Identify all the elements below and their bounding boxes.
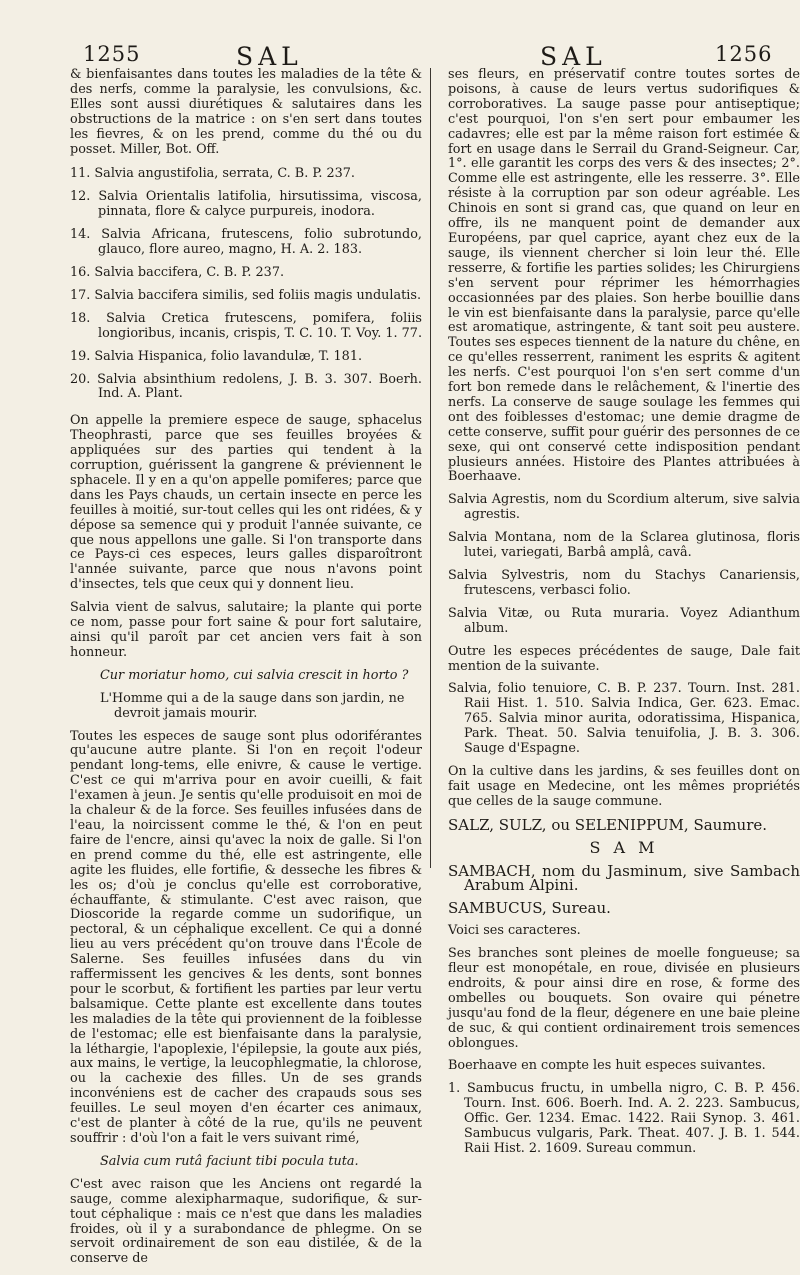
right-paragraph-5: Ses branches sont pleines de moelle fongueuse; sa fleur est monopétale, en roue, divisée en plusieurs endroits, & pour ainsi dire en rose, & forme des ombelles ou bouquets. Son ovaire qui pénetre jusqu'au fond de la fleur, dégenere en une baie pleine de suc, & qui contient ordinairement trois semences oblongues. xyxy=(448,946,800,1051)
left-paragraph-3: Salvia vient de salvus, salutaire; la plante qui porte ce nom, passe pour fort saine & pour fort salutaire, ainsi qu'il paroît par cet ancien vers fait à son honneur. xyxy=(70,600,422,660)
right-paragraph-1: ses fleurs, en préservatif contre toutes sortes de poisons, à cause de leurs vertus sudorifiques & corroboratives. La sauge passe pour antiseptique; c'est pourquoi, l'on s'en sert pour embaumer les cadavres; elle est par la même raison fort estimée & fort en usage dans le Serrail du Grand-Seigneur. Car, 1°. elle garantit les corps des vers & des insectes; 2°. Comme elle est astringente, elle les resserre. 3°. Elle résiste à la corruption par son odeur agréable. Les Chinois en sont si grand cas, que quand on leur en offre, ils ne manquent point de demander aux Européens, par quel caprice, ayant chez eux de la sauge, ils viennent chercher si loin leur thé. Elle resserre, & fortifie les parties solides; les Chirurgiens s'en servent pour réprimer les hémorrhagies occasionnées par des plaies. Son herbe bouillie dans le vin est bienfaisante dans la paralysie, parce qu'elle est aromatique, astringente, & tant soit peu austere. Toutes ses especes tiennent de la nature du chêne, en ce qu'elles resserrent, raniment les esprits & agitent les nerfs. C'est pourquoi l'on s'en sert comme d'un fort bon remede dans le relâchement, & l'inertie des nerfs. La conserve de sauge soulage les femmes qui ont des foiblesses d'estomac; une demie dragme de cette conserve, suffit pour guérir des personnes de ce sexe, qui ont conservé cette indisposition pendant plusieurs années. Histoire des Plantes attribuées à Boerhaave. xyxy=(448,67,800,485)
entry-salvia-agrestis: Salvia Agrestis, nom du Scordium alterum, sive salvia agrestis. xyxy=(448,492,800,523)
entry-salvia-montana: Salvia Montana, nom de la Sclarea glutinosa, floris lutei, variegati, Barbâ amplâ, cavâ. xyxy=(448,530,800,561)
sambucus-item-1: 1. Sambucus fructu, in umbella nigro, C. B. P. 456. Tourn. Inst. 606. Boerh. Ind. A. 2. 223. Sambucus, Offic. Ger. 1234. Emac. 1422. Raii Synop. 3. 461. Sambucus vulgaris, Park. Theat. 407. J. B. 1. 544. Raii Hist. 2. 1609. Sureau commun. xyxy=(448,1081,800,1156)
right-running-head: SAL xyxy=(540,42,607,71)
right-page-number: 1256 xyxy=(715,42,773,66)
right-paragraph-6: Boerhaave en compte les huit especes suivantes. xyxy=(448,1058,766,1074)
list-item: 12. Salvia Orientalis latifolia, hirsutissima, viscosa, pinnata, flore & calyce purpureis, inodora. xyxy=(70,189,422,220)
section-heading-sam: S A M xyxy=(589,837,659,857)
left-column xyxy=(70,68,422,1275)
list-item: 11. Salvia angustifolia, serrata, C. B. P. 237. xyxy=(70,166,355,182)
salvia-species-list xyxy=(70,167,422,402)
entry-sambucus: SAMBUCUS, Sureau. xyxy=(448,899,611,918)
latin-verse-1: Cur moriatur homo, cui salvia crescit in horto ? xyxy=(100,667,409,683)
list-item: 17. Salvia baccifera similis, sed foliis magis undulatis. xyxy=(70,287,422,303)
left-paragraph-4: Toutes les especes de sauge sont plus odoriférantes qu'aucune autre plante. Si l'on en reçoit l'odeur pendant long-tems, elle enivre, & cause le vertige. C'est ce qui m'arriva pour en avoir cueilli, & fait l'examen à jeun. Je sentis qu'elle produisoit en moi de la chaleur & de la force. Ses feuilles infusées dans de l'eau, la noircissent comme le thé, & l'on en peut faire de l'encre, ainsi qu'avec la noix de galle. Si l'on en prend comme du thé, elle est astringente, elle agite les fluides, elle fortifie, & desseche les fibres & les os; d'où je conclus qu'elle est corroborative, échauffante, & stimulante. C'est avec raison, que Dioscoride la regarde comme un sudorifique, un pectoral, & un céphalique excellent. Ce qui a donné lieu au vers précédent qu'on trouve dans l'École de Salerne. Ses feuilles infusées dans du vin raffermissent les gencives & les dents, sont bonnes pour le scorbut, & fortifient les parties par leur vertu balsamique. Cette plante est excellente dans toutes les maladies de la tête qui proviennent de la foiblesse de l'estomac; elle est bienfaisante dans la paralysie, la léthargie, l'apoplexie, l'épilepsie, la goute aux piés, aux mains, le vertige, la leucophlegmatie, la chlorose, ou la cachexie des filles. Un de ses grands inconvéniens est de cacher des crapauds sous ses feuilles. Le seul moyen d'en écarter ces animaux, c'est de planter à côté de la rue, qu'ils ne peuvent souffrir : d'où l'on a fait le vers suivant rimé, xyxy=(70,728,422,1146)
verse-translation: L'Homme qui a de la sauge dans son jardin, ne devroit jamais mourir. xyxy=(100,690,405,721)
characters-intro: Voici ses caracteres. xyxy=(448,923,581,939)
entry-salvia-vitae: Salvia Vitæ, ou Ruta muraria. Voyez Adianthum album. xyxy=(448,605,800,636)
list-item: 20. Salvia absinthium redolens, J. B. 3. 307. Boerh. Ind. A. Plant. xyxy=(70,371,422,402)
list-item: 18. Salvia Cretica frutescens, pomifera, foliis longioribus, incanis, crispis, T. C. 10. T. Voy. 1. 77. xyxy=(70,310,423,341)
left-paragraph-2: On appelle la premiere espece de sauge, sphacelus Theophrasti, parce que ses feuilles broyées & appliquées sur des parties qui tendent à la corruption, guérissent la gangrene & préviennent le sphacele. Il y en a qu'on appelle pomiferes; parce que dans les Pays chauds, un certain insecte en perce les feuilles à moitié, sur-tout celles qui les ont ridées, & y dépose sa semence qui y produit l'année suivante, ce que nous appellons une galle. Si l'on transporte dans ce Pays-ci ces especes, leurs galles disparoîtront l'année suivante, parce que nous n'avons point d'insectes, tels que ceux qui y donnent lieu. xyxy=(70,413,422,593)
list-item: 14. Salvia Africana, frutescens, folio subrotundo, glauco, flore aureo, magno, H. A. 2. 183. xyxy=(70,227,422,258)
entry-salz: SALZ, SULZ, ou SELENIPPUM, Saumure. xyxy=(448,815,768,834)
latin-verse-2: Salvia cum rutâ faciunt tibi pocula tuta. xyxy=(100,1153,359,1169)
column-divider xyxy=(430,68,431,868)
entry-salvia-sylvestris: Salvia Sylvestris, nom du Stachys Canariensis, frutescens, verbasci folio. xyxy=(448,568,800,598)
list-item: 16. Salvia baccifera, C. B. P. 237. xyxy=(70,264,285,280)
left-running-head: SAL xyxy=(236,42,303,71)
right-column xyxy=(448,68,800,1165)
entry-salvia-tenuiore: Salvia, folio tenuiore, C. B. P. 237. Tourn. Inst. 281. Raii Hist. 1. 510. Salvia Indica, Ger. 623. Emac. 765. Salvia minor aurita, odoratissima, Hispanica, Park. Theat. 50. Salvia tenuifolia, J. B. 3. 306. Sauge d'Espagne. xyxy=(448,681,800,757)
left-paragraph-5: C'est avec raison que les Anciens ont regardé la sauge, comme alexipharmaque, sudorifique, & sur-tout céphalique : mais ce n'est que dans les maladies froides, où il y a surabondance de phlegme. On se servoit ordinairement de son eau distilée, & de la conserve de xyxy=(70,1176,422,1267)
list-item: 19. Salvia Hispanica, folio lavandulæ, T. 181. xyxy=(70,348,363,364)
entry-sambach: SAMBACH, nom du Jasminum, sive Sambach Arabum Alpini. xyxy=(448,861,800,895)
right-paragraph-4: On la cultive dans les jardins, & ses feuilles dont on fait usage en Medecine, ont les mêmes propriétés que celles de la sauge commune. xyxy=(448,763,800,809)
left-paragraph-1: & bienfaisantes dans toutes les maladies de la tête & des nerfs, comme la paralysie, les convulsions, &c. Elles sont aussi diurétiques & salutaires dans les obstructions de la matrice : on s'en sert dans toutes les fievres, & on les prend, comme du thé ou du posset. Miller, Bot. Off. xyxy=(70,67,422,157)
left-page-number: 1255 xyxy=(83,42,141,66)
right-paragraph-2: Outre les especes précédentes de sauge, Dale fait mention de la suivante. xyxy=(448,643,800,674)
